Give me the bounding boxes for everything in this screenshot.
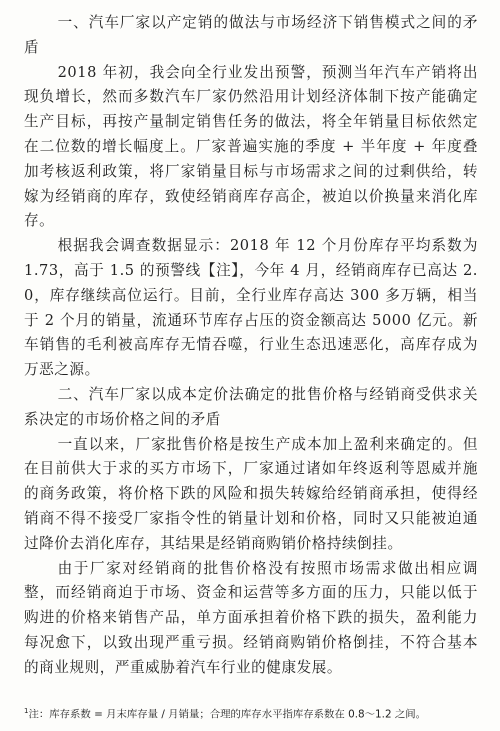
footnote (24, 704, 426, 721)
footnote-text: 注：库存系数 = 月末库存量 / 月销量；合理的库存水平指库存系数在 0.8～1.2 之间。 (28, 708, 427, 721)
section1-heading: 一、汽车厂家以产定销的做法与市场经济下销售模式之间的矛盾 (24, 14, 478, 56)
section1-paragraph-2: 根据我会调查数据显示：2018 年 12 个月份库存平均系数为 1.73，高于 1.5 的预警线【注】，今年 4 月，经销商库存已高达 2.0，库存继续高位运行。目前，全行业库存高达 300 多万辆，相当于 2 个月的销量，流通环节库存占压的资金额高达 5000 亿元。新车销售的毛利被高库存无情吞噬，行业生态迅速恶化，高库存成为万恶之源。 (24, 237, 478, 379)
section1-paragraph-1: 2018 年初，我会向全行业发出预警，预测当年汽车产销将出现负增长，然而多数汽车厂家仍然沿用计划经济体制下按产能确定生产目标，再按产量制定销售任务的做法，将全年销量目标依然定在二位数的增长幅度上。厂家普遍实施的季度 + 半年度 + 年度叠加考核返利政策，将厂家销量目标与市场需求之间的过剩供给，转嫁为经销商的库存，致使经销商库存高企，被迫以价换量来消化库存。 (24, 63, 478, 230)
section2-heading: 二、汽车厂家以成本定价法确定的批售价格与经销商受供求关系决定的市场价格之间的矛盾 (24, 385, 478, 428)
section2-paragraph-1: 一直以来，厂家批售价格是按生产成本加上盈利来确定的。但在目前供大于求的买方市场下，厂家通过诸如年终返利等恩威并施的商务政策，将价格下跌的风险和损失转嫁给经销商承担，使得经销商不得不接受厂家指令性的销量计划和价格，同时又只能被迫通过降价去消化库存，其结果是经销商购销价格持续倒挂。 (24, 435, 478, 552)
section2-paragraph-2: 由于厂家对经销商的批售价格没有按照市场需求做出相应调整，而经销商迫于市场、资金和运营等多方面的压力，只能以低于购进的价格来销售产品，单方面承担着价格下跌的损失，盈利能力每况愈下，以致出现严重亏损。经销商购销价格倒挂，不符合基本的商业规则，严重威胁着汽车行业的健康发展。 (24, 559, 478, 676)
footnote-marker: 1 (24, 707, 29, 715)
